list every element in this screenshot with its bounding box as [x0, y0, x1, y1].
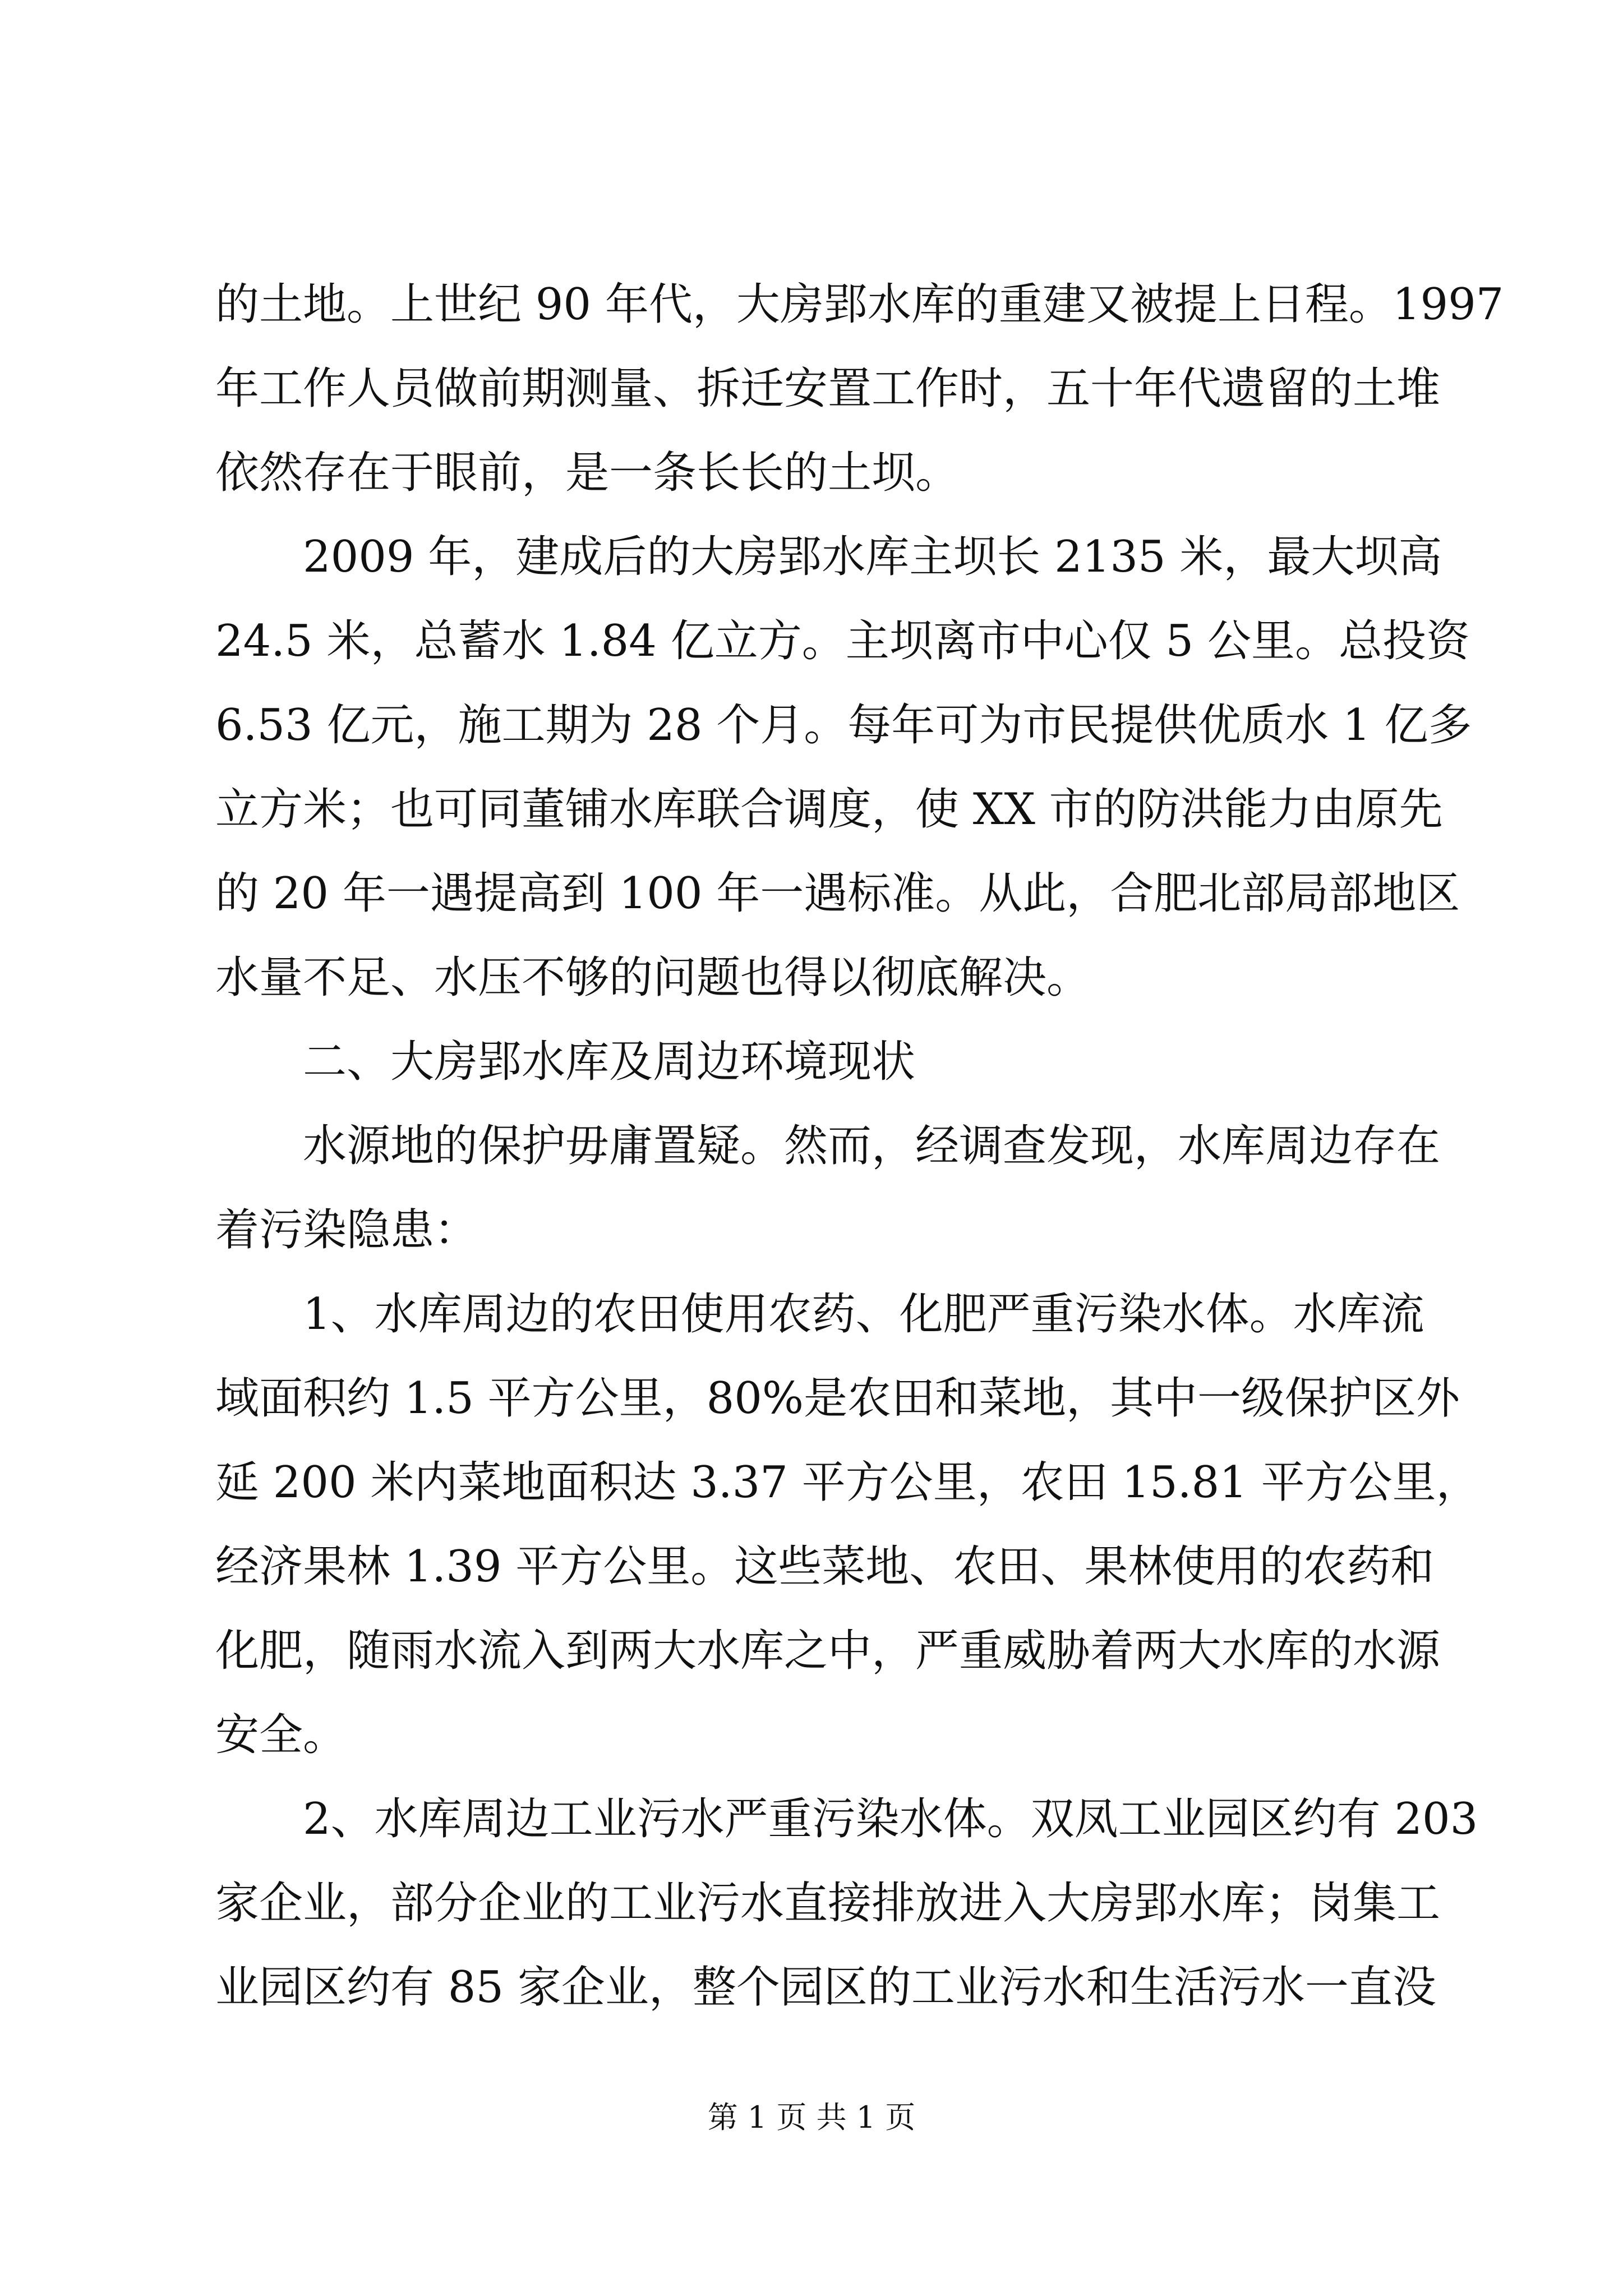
document-body: [215, 263, 1504, 2030]
text-line: 24.5 米，总蓄水 1.84 亿立方。主坝离市中心仅 5 公里。总投资: [215, 616, 1470, 666]
text-line: 域面积约 1.5 平方公里，80%是农田和菜地，其中一级保护区外: [215, 1373, 1460, 1424]
text-line: 6.53 亿元，施工期为 28 个月。每年可为市民提供优质水 1 亿多: [215, 700, 1472, 751]
text-line: 的 20 年一遇提高到 100 年一遇标准。从此，合肥北部局部地区: [215, 868, 1460, 919]
text-line: 经济果林 1.39 平方公里。这些菜地、农田、果林使用的农药和: [215, 1542, 1435, 1592]
text-line: 依然存在于眼前，是一条长长的土坝。: [215, 448, 960, 498]
text-line: 家企业，部分企业的工业污水直接排放进入大房郢水库；岗集工: [215, 1878, 1441, 1929]
paragraph-start-line: 水源地的保护毋庸置疑。然而，经调查发现，水库周边存在: [303, 1121, 1441, 1171]
text-line: 延 200 米内菜地面积达 3.37 平方公里，农田 15.81 平方公里，: [215, 1457, 1480, 1508]
text-line: 业园区约有 85 家企业，整个园区的工业污水和生活污水一直没: [215, 1962, 1436, 2013]
text-line: 化肥，随雨水流入到两大水库之中，严重威胁着两大水库的水源: [215, 1626, 1441, 1676]
paragraph-start-line: 2、水库周边工业污水严重污染水体。双凤工业园区约有 203: [303, 1794, 1478, 1844]
paragraph-start-line: 2009 年，建成后的大房郢水库主坝长 2135 米，最大坝高: [303, 532, 1442, 582]
text-line: 年工作人员做前期测量、拆迁安置工作时，五十年代遗留的土堆: [215, 364, 1441, 414]
text-line: 安全。: [215, 1710, 347, 1760]
section-heading: 二、大房郢水库及周边环境现状: [303, 1037, 916, 1087]
text-line: 的土地。上世纪 90 年代，大房郢水库的重建又被提上日程。1997: [215, 279, 1504, 330]
text-line: 立方米；也可同董铺水库联合调度，使 XX 市的防洪能力由原先: [215, 784, 1443, 835]
text-line: 水量不足、水压不够的问题也得以彻底解决。: [215, 953, 1091, 1003]
page-footer: 第 1 页 共 1 页: [707, 2100, 916, 2135]
text-line: 着污染隐患：: [215, 1205, 478, 1255]
paragraph-start-line: 1、水库周边的农田使用农药、化肥严重污染水体。水库流: [303, 1289, 1424, 1340]
